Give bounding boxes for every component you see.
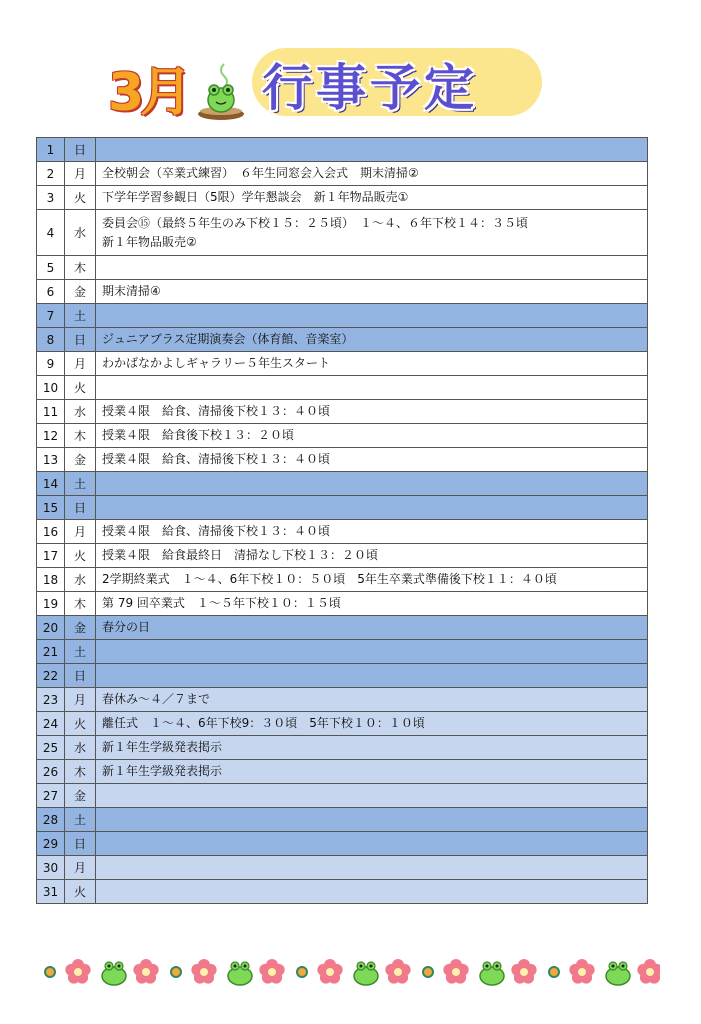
schedule-row <box>37 544 648 568</box>
plum-blossom-icon <box>191 959 216 984</box>
schedule-row <box>37 568 648 592</box>
weekday: 土 <box>65 472 96 496</box>
day-number: 8 <box>37 328 65 352</box>
schedule-row <box>37 760 648 784</box>
weekday: 木 <box>65 760 96 784</box>
schedule-row <box>37 832 648 856</box>
day-number: 6 <box>37 280 65 304</box>
bead-icon <box>549 967 559 977</box>
day-number: 19 <box>37 592 65 616</box>
weekday: 日 <box>65 496 96 520</box>
event-text: 新１年生学級発表掲示 <box>102 740 223 754</box>
schedule-row <box>37 304 648 328</box>
weekday: 水 <box>65 568 96 592</box>
event-cell <box>96 186 648 210</box>
schedule-row <box>37 424 648 448</box>
schedule-row <box>37 880 648 904</box>
day-number: 27 <box>37 784 65 808</box>
event-text: 離任式 １～４、6年下校9：３０頃 5年下校１０：１０頃 <box>102 716 425 730</box>
schedule-row <box>37 472 648 496</box>
weekday: 土 <box>65 640 96 664</box>
event-text: 期末清掃④ <box>102 284 161 298</box>
weekday: 月 <box>65 856 96 880</box>
decorative-border <box>40 952 660 992</box>
day-number: 15 <box>37 496 65 520</box>
event-text: 第 79 回卒業式 １～５年下校１０：１５頃 <box>102 596 341 610</box>
plum-blossom-icon <box>569 959 594 984</box>
event-cell <box>96 328 648 352</box>
weekday: 金 <box>65 280 96 304</box>
event-text: 授業４限 給食、清掃後下校１３：４０頃 <box>102 452 331 466</box>
schedule-row <box>37 688 648 712</box>
frog-icon <box>606 962 630 985</box>
event-text: 授業４限 給食後下校１３：２０頃 <box>102 428 295 442</box>
day-number: 14 <box>37 472 65 496</box>
day-number: 9 <box>37 352 65 376</box>
event-cell <box>96 856 648 880</box>
event-cell <box>96 712 648 736</box>
month-label: 3月 <box>108 63 189 123</box>
event-cell <box>96 162 648 186</box>
event-cell <box>96 304 648 328</box>
day-number: 26 <box>37 760 65 784</box>
day-number: 12 <box>37 424 65 448</box>
event-text: 全校朝会（卒業式練習） ６年生同窓会入会式 期末清掃② <box>102 166 419 180</box>
day-number: 31 <box>37 880 65 904</box>
day-number: 25 <box>37 736 65 760</box>
event-text: 授業４限 給食、清掃後下校１３：４０頃 <box>102 524 331 538</box>
event-text: わかばなかよしギャラリー５年生スタート <box>102 356 331 370</box>
day-number: 17 <box>37 544 65 568</box>
event-cell <box>96 544 648 568</box>
schedule-row <box>37 736 648 760</box>
schedule-row <box>37 496 648 520</box>
schedule-row <box>37 138 648 162</box>
schedule-row <box>37 616 648 640</box>
event-cell <box>96 352 648 376</box>
weekday: 月 <box>65 688 96 712</box>
schedule-row <box>37 712 648 736</box>
event-cell <box>96 256 648 280</box>
event-text: 委員会⑮（最終５年生のみ下校１５：２５頃） １～４、６年下校１４：３５頃 <box>102 215 529 230</box>
schedule-row <box>37 256 648 280</box>
day-number: 10 <box>37 376 65 400</box>
schedule-row <box>37 376 648 400</box>
plum-blossom-icon <box>511 959 536 984</box>
event-cell <box>96 688 648 712</box>
weekday: 日 <box>65 664 96 688</box>
weekday: 月 <box>65 520 96 544</box>
weekday: 水 <box>65 210 96 256</box>
schedule-row <box>37 352 648 376</box>
day-number: 11 <box>37 400 65 424</box>
event-cell <box>96 448 648 472</box>
event-cell <box>96 568 648 592</box>
day-number: 7 <box>37 304 65 328</box>
schedule-row <box>37 448 648 472</box>
weekday: 水 <box>65 736 96 760</box>
frog-icon <box>102 962 126 985</box>
plum-blossom-icon <box>65 959 90 984</box>
schedule-row <box>37 856 648 880</box>
weekday: 日 <box>65 328 96 352</box>
event-cell <box>96 376 648 400</box>
schedule-row <box>37 640 648 664</box>
bead-icon <box>297 967 307 977</box>
weekday: 水 <box>65 400 96 424</box>
day-number: 2 <box>37 162 65 186</box>
bead-icon <box>171 967 181 977</box>
frog-icon <box>354 962 378 985</box>
event-cell <box>96 520 648 544</box>
day-number: 23 <box>37 688 65 712</box>
schedule-row <box>37 280 648 304</box>
plum-blossom-icon <box>637 959 660 984</box>
event-cell <box>96 616 648 640</box>
bead-icon <box>423 967 433 977</box>
page-title: 行事予定 <box>262 59 478 117</box>
schedule-row <box>37 592 648 616</box>
event-text: 新１年生学級発表掲示 <box>102 764 223 778</box>
day-number: 21 <box>37 640 65 664</box>
event-cell <box>96 280 648 304</box>
event-cell <box>96 664 648 688</box>
event-cell <box>96 880 648 904</box>
day-number: 18 <box>37 568 65 592</box>
event-cell <box>96 496 648 520</box>
weekday: 土 <box>65 808 96 832</box>
plum-blossom-icon <box>385 959 410 984</box>
weekday: 火 <box>65 544 96 568</box>
plum-blossom-icon <box>259 959 284 984</box>
day-number: 28 <box>37 808 65 832</box>
schedule-row <box>37 784 648 808</box>
weekday: 木 <box>65 424 96 448</box>
weekday: 火 <box>65 186 96 210</box>
page-header <box>0 0 701 130</box>
weekday: 火 <box>65 376 96 400</box>
schedule-row <box>37 520 648 544</box>
event-cell <box>96 210 648 256</box>
day-number: 1 <box>37 138 65 162</box>
day-number: 22 <box>37 664 65 688</box>
event-text: 春休み～４／７まで <box>102 692 211 706</box>
event-text: 授業４限 給食、清掃後下校１３：４０頃 <box>102 404 331 418</box>
plum-blossom-icon <box>317 959 342 984</box>
schedule-row <box>37 186 648 210</box>
weekday: 金 <box>65 784 96 808</box>
event-text: ジュニアブラス定期演奏会（体育館、音楽室） <box>102 332 354 346</box>
event-cell <box>96 832 648 856</box>
event-cell <box>96 736 648 760</box>
event-cell <box>96 808 648 832</box>
weekday: 月 <box>65 352 96 376</box>
weekday: 火 <box>65 712 96 736</box>
day-number: 16 <box>37 520 65 544</box>
event-text: 新１年物品販売② <box>102 234 197 249</box>
bead-icon <box>45 967 55 977</box>
event-text: 2学期終業式 １～４、6年下校１０：５０頃 5年生卒業式準備後下校１１：４０頃 <box>102 572 557 586</box>
event-cell <box>96 472 648 496</box>
event-cell <box>96 784 648 808</box>
frog-mascot-icon <box>196 60 246 122</box>
event-text: 下学年学習参観日（5限）学年懇談会 新１年物品販売① <box>102 190 409 204</box>
plum-blossom-icon <box>133 959 158 984</box>
weekday: 木 <box>65 256 96 280</box>
schedule-row <box>37 328 648 352</box>
weekday: 土 <box>65 304 96 328</box>
weekday: 金 <box>65 616 96 640</box>
weekday: 日 <box>65 138 96 162</box>
weekday: 金 <box>65 448 96 472</box>
schedule-row <box>37 162 648 186</box>
schedule-row <box>37 210 648 256</box>
schedule-row <box>37 808 648 832</box>
event-text: 春分の日 <box>102 620 151 634</box>
event-cell <box>96 424 648 448</box>
day-number: 3 <box>37 186 65 210</box>
schedule-table <box>36 137 648 904</box>
event-cell <box>96 138 648 162</box>
event-cell <box>96 400 648 424</box>
frog-icon <box>480 962 504 985</box>
schedule-row <box>37 664 648 688</box>
day-number: 30 <box>37 856 65 880</box>
day-number: 13 <box>37 448 65 472</box>
event-cell <box>96 760 648 784</box>
weekday: 火 <box>65 880 96 904</box>
day-number: 5 <box>37 256 65 280</box>
event-cell <box>96 592 648 616</box>
frog-icon <box>228 962 252 985</box>
weekday: 月 <box>65 162 96 186</box>
plum-blossom-icon <box>443 959 468 984</box>
day-number: 20 <box>37 616 65 640</box>
schedule-row <box>37 400 648 424</box>
day-number: 24 <box>37 712 65 736</box>
event-text: 授業４限 給食最終日 清掃なし下校１３：２０頃 <box>102 548 379 562</box>
weekday: 日 <box>65 832 96 856</box>
day-number: 4 <box>37 210 65 256</box>
weekday: 木 <box>65 592 96 616</box>
event-cell <box>96 640 648 664</box>
day-number: 29 <box>37 832 65 856</box>
